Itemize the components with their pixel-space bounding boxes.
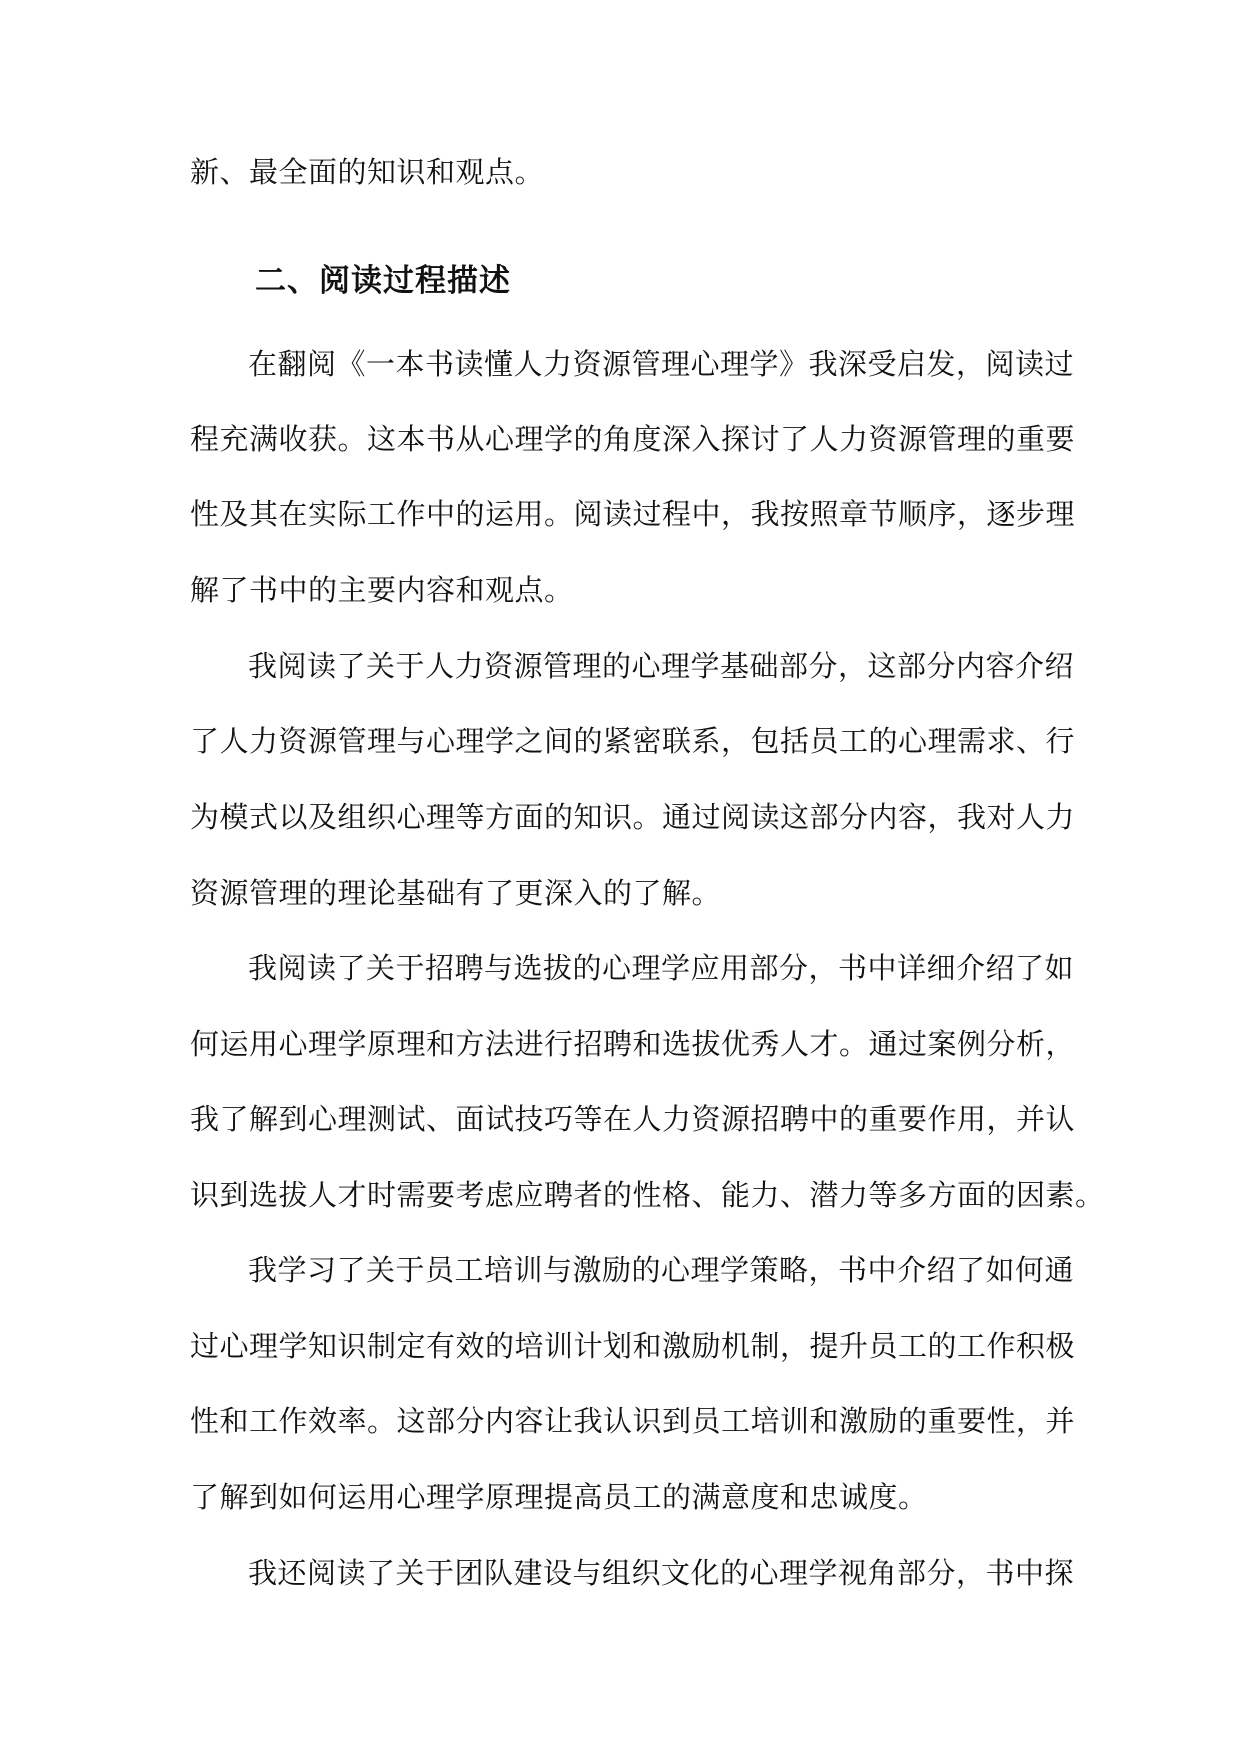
paragraph-4-line-4: 了解到如何运用心理学原理提高员工的满意度和忠诚度。 [190,1480,928,1514]
paragraph-4-line-3: 性和工作效率。这部分内容让我认识到员工培训和激励的重要性，并 [190,1404,1076,1438]
paragraph-3-line-2: 何运用心理学原理和方法进行招聘和选拔优秀人才。通过案例分析， [190,1027,1076,1061]
paragraph-1-line-1: 在翻阅《一本书读懂人力资源管理心理学》我深受启发，阅读过 [248,347,1075,381]
paragraph-2-line-2: 了人力资源管理与心理学之间的紧密联系，包括员工的心理需求、行 [190,724,1076,758]
paragraph-1-line-4: 解了书中的主要内容和观点。 [190,573,574,607]
paragraph-3-line-4: 识到选拔人才时需要考虑应聘者的性格、能力、潜力等多方面的因素。 [190,1178,1105,1212]
section-heading: 二、阅读过程描述 [255,263,511,299]
paragraph-1-line-3: 性及其在实际工作中的运用。阅读过程中，我按照章节顺序，逐步理 [190,497,1076,531]
paragraph-4-line-1: 我学习了关于员工培训与激励的心理学策略，书中介绍了如何通 [248,1253,1075,1287]
paragraph-5-line-1: 我还阅读了关于团队建设与组织文化的心理学视角部分，书中探 [248,1556,1075,1590]
paragraph-1-line-2: 程充满收获。这本书从心理学的角度深入探讨了人力资源管理的重要 [190,422,1076,456]
paragraph-2-line-3: 为模式以及组织心理等方面的知识。通过阅读这部分内容，我对人力 [190,800,1076,834]
continuation-line: 新、最全面的知识和观点。 [190,155,545,189]
paragraph-4-line-2: 过心理学知识制定有效的培训计划和激励机制，提升员工的工作积极 [190,1329,1076,1363]
paragraph-2-line-4: 资源管理的理论基础有了更深入的了解。 [190,876,722,910]
paragraph-3-line-1: 我阅读了关于招聘与选拔的心理学应用部分，书中详细介绍了如 [248,951,1075,985]
paragraph-3-line-3: 我了解到心理测试、面试技巧等在人力资源招聘中的重要作用，并认 [190,1102,1076,1136]
paragraph-2-line-1: 我阅读了关于人力资源管理的心理学基础部分，这部分内容介绍 [248,649,1075,683]
